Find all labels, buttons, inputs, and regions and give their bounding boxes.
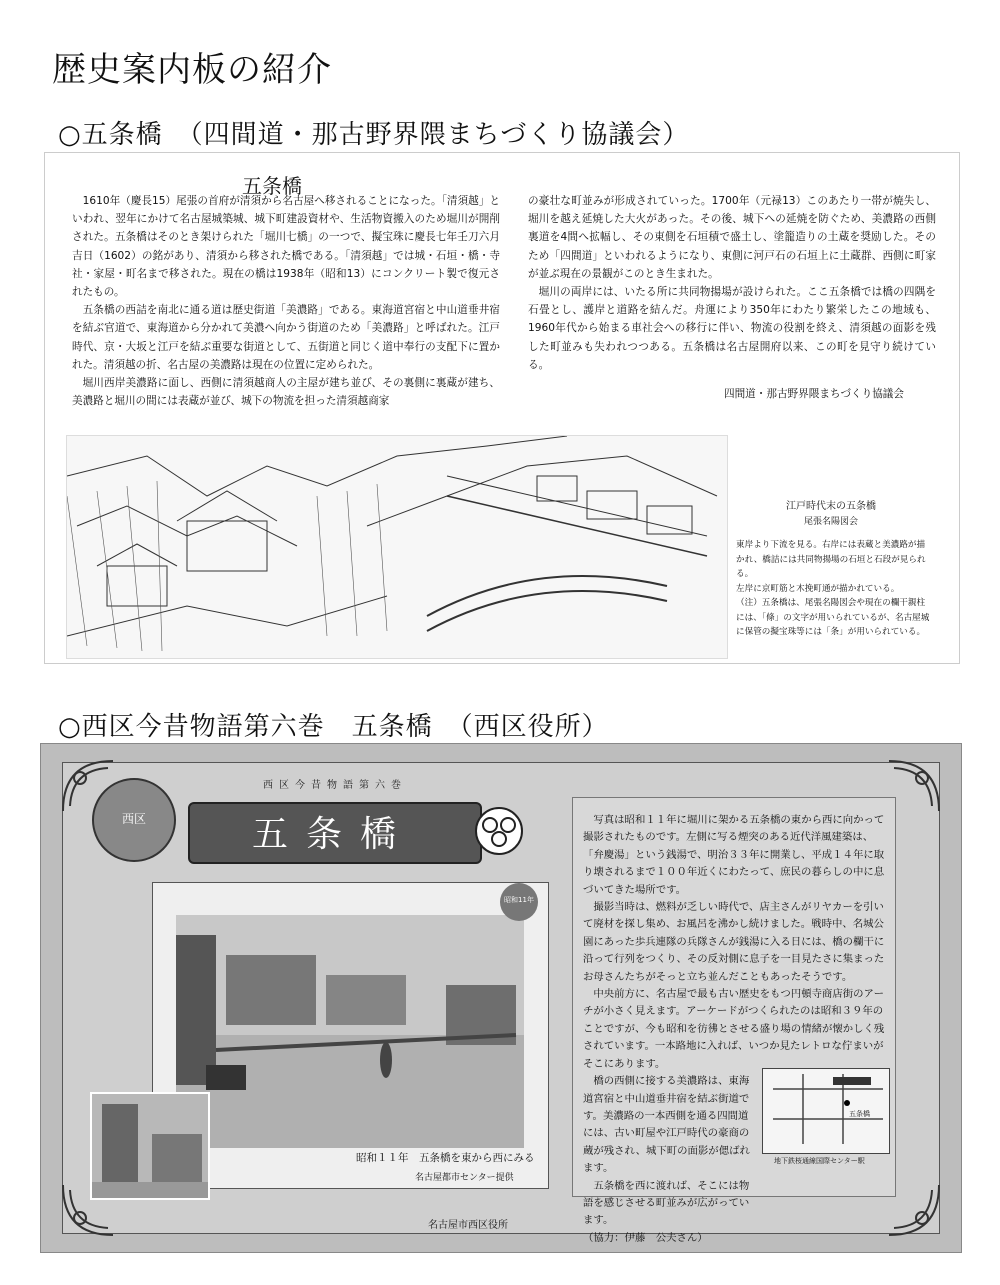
historic-bridge-photo (176, 915, 524, 1148)
illustration-graphic (67, 436, 727, 658)
photo-date-badge-text: 昭和11年 (504, 896, 534, 904)
board1-paragraph: 五条橋の西詰を南北に通る道は歴史街道「美濃路」である。東海道宮宿と中山道垂井宿を結ぶ官道で、東海道から分かれて美濃へ向かう街道のため「美濃路」と呼ばれた。江戸時代、京・大坂と江戸を結ぶ重要な街道として、五街道と同じく道中奉行の支配下に置かれた。清須越の折、名古屋の美濃路は現在の位置に定められた。 (72, 304, 500, 371)
board1-column-right (528, 192, 936, 374)
modern-street-photo (90, 1092, 210, 1200)
west-ward-emblem (92, 778, 176, 862)
banner-title: 五条橋 (251, 814, 414, 855)
edo-period-illustration (66, 435, 728, 659)
photo-caption: 昭和１１年 五条橋を東から西にみる (356, 1152, 535, 1164)
board2-paragraph: 撮影当時は、燃料が乏しい時代で、店主さんがリヤカーを引いて廃材を探し集め、お風呂を沸かし続けました。戦時中、名城公園にあった歩兵連隊の兵隊さんが銭湯に入る日には、橋の欄干に沿って行列をつくり、その反対側に息子を一目見たさに集まったお母さんたちがそっと立ち並んだこともあったそうです。 (583, 901, 885, 983)
board2-credit: （協力：伊藤 公夫さん） (583, 1231, 708, 1244)
photo-date-badge (500, 883, 538, 921)
photo-graphic (176, 915, 524, 1148)
inset-graphic (92, 1094, 208, 1198)
board1-paragraph: 堀川西岸美濃路に面し、西側に清須越商人の主屋が建ち並び、その裏側に裏蔵が建ち、美濃路と堀川の間には表蔵が並び、城下の物流を担った清須越商家 (72, 377, 500, 408)
illustration-caption-title: 江戸時代末の五条橋 (786, 501, 876, 512)
illustration-caption-note: （注）五条橋は、尾張名陽図会や現在の欄干親柱には、「條」の文字が用いられているが、名古屋城に保管の擬宝珠等には「条」が用いられている。 (736, 598, 930, 638)
map-footer: 地下鉄桜通線国際センター駅 (774, 1157, 865, 1165)
page-title: 歴史案内板の紹介 (52, 50, 332, 90)
board1-paragraph: の豪壮な町並みが形成されていった。1700年（元禄13）このあたり一帯が焼失し、堀川を越え延焼した大火があった。その後、城下への延焼を防ぐため、美濃路の西側裏道を4間へ拡幅し、その東側を石垣積で盛土し、塗籠造りの土蔵を奨励した。そのため「四間道」といわれるようになり、東側に河戸石の石垣上に土蔵群、西側に町家が並ぶ現在の景観がこのとき生まれた。 (528, 195, 936, 280)
board1-title: 五条橋 (242, 174, 302, 198)
section1-heading: ○五条橋 （四間道・那古野界隈まちづくり協議会） (58, 120, 690, 150)
emblem-text: 西区 (121, 812, 146, 826)
board1-column-left (72, 192, 500, 410)
section2-heading: ○西区今昔物語第六巻 五条橋 （西区役所） (58, 712, 609, 742)
photo-credit: 名古屋都市センター提供 (415, 1173, 514, 1183)
board2-paragraph: 五条橋を西に渡れば、そこには物語を感じさせる町並みが広がっています。 (583, 1179, 750, 1227)
board2-paragraph: 写真は昭和１１年に堀川に架かる五条橋の東から西に向かって撮影されたものです。左側に写る煙突のある近代洋風建築は、「弁慶湯」という銭湯で、明治３３年に開業し、平成１４年に取り壊されるまで１００年近くにわたって、庶民の暮らしの中に息づいてきた場所です。 (583, 814, 885, 896)
map-graphic (763, 1069, 889, 1153)
city-crest-icon (474, 806, 524, 856)
board2-paragraph: 中央前方に、名古屋で最も古い歴史をもつ円頓寺商店街のアーチが小さく見えます。アーケードがつくられたのは昭和３９年のことですが、今も昭和を彷彿とさせる盛り場の情緒が懐かしく残されています。一本路地に入れば、いつか見たレトロな佇まいがそこにあります。 (583, 988, 885, 1070)
board2-text (583, 812, 886, 1247)
board1-signature: 四間道・那古野界隈まちづくり協議会 (724, 388, 904, 400)
board2-paragraph: 橋の西側に接する美濃路は、東海道宮宿と中山道垂井宿を結ぶ街道です。美濃路の一本西側を通る四間道には、古い町屋や江戸時代の豪商の蔵が残され、城下町の面影が偲ばれます。 (583, 1075, 750, 1175)
board1-paragraph: 1610年（慶長15）尾張の首府が清須から名古屋へ移されることになった。「清須越」といわれ、翌年にかけて名古屋城築城、城下町建設資材や、生活物資搬入のため堀川が開削された。五条橋はそのとき架けられた「堀川七橋」の一つで、擬宝珠に慶長七年壬刀六月吉日（1602）の銘があり、清須から移された橋である。「清須越」では城・石垣・橋・寺社・家屋・町名まで移された。現在の橋は1938年（昭和13）にコンクリート製で復元されたもの。 (72, 195, 500, 299)
board1-paragraph: 堀川の両岸には、いたる所に共同物揚場が設けられた。ここ五条橋では橋の四隅を石畳とし、護岸と道路を結んだ。舟運により350年にわたり繁栄したこの地域も、1960年代から始まる車社会への移行に伴い、物流の役割を終え、清須越の面影を残した町並みも失われつつある。五条橋は名古屋開府以来、この町を見守り続けている。 (528, 286, 936, 371)
location-map (762, 1068, 890, 1154)
board2-footer: 名古屋市西区役所 (428, 1220, 508, 1231)
illustration-caption-source: 尾張名陽図会 (803, 517, 858, 527)
map-label: 五条橋 (849, 1110, 870, 1118)
banner-series-label: 西区今昔物語第六巻 (263, 780, 407, 791)
illustration-caption-body: 東岸より下流を見る。右岸には表蔵と美濃路が描かれ、橋詰には共同物揚場の石垣と石段が見られる。 左岸に京町筋と木挽町通が描かれている。 (736, 540, 926, 594)
